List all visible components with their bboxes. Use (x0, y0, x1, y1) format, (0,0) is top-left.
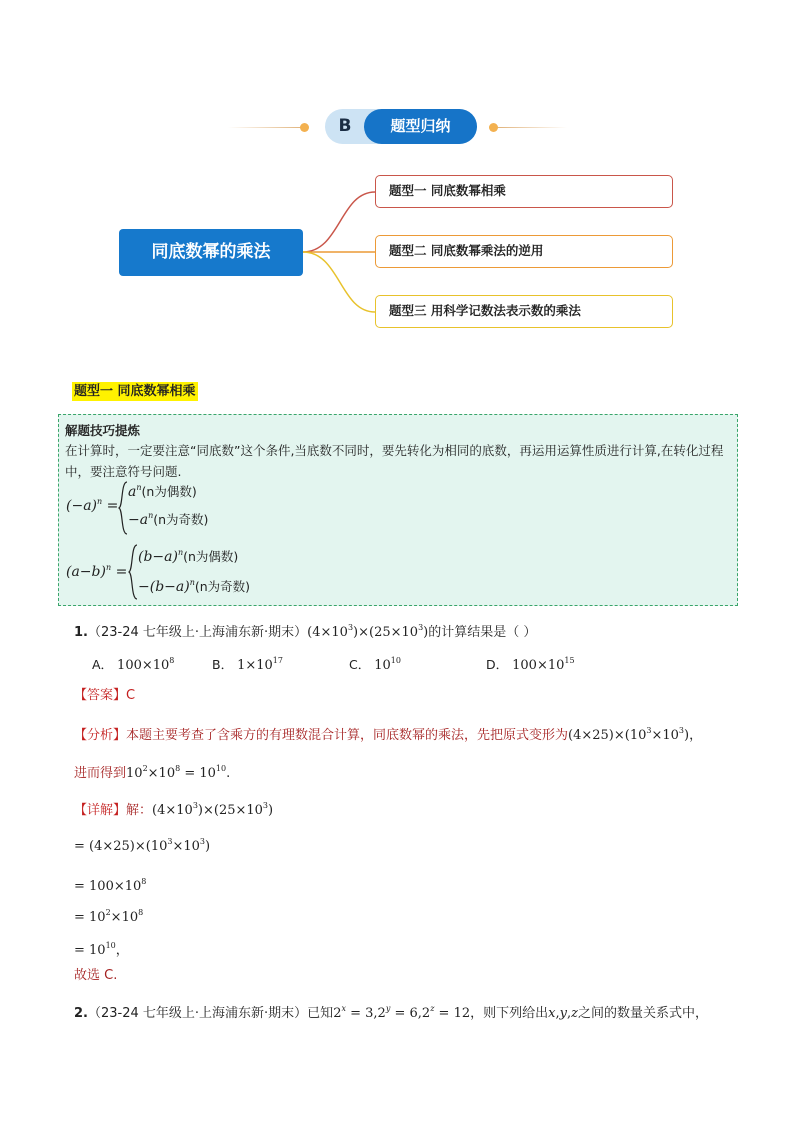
question-1-source: （23-24 七年级上·上海浦东新·期末） (87, 625, 308, 640)
question-2-vars: x,y,z (548, 1006, 578, 1021)
mindmap-branch-3: 题型三 用科学记数法表示数的乘法 (375, 295, 673, 328)
analysis-expr: $(4\times 25)\times(10^3\times 10^3)$ (568, 726, 690, 743)
header-title: 题型归纳 (364, 109, 477, 144)
step-1: = $(4\times 25)\times(10^3\times 10^3)$ (74, 837, 211, 854)
question-2 (74, 1000, 708, 1023)
connector-1 (303, 192, 375, 252)
connector-3 (303, 252, 375, 312)
step-3: = $10^2\times 10^8$ (74, 908, 144, 925)
option-a[interactable]: A． $100\times 10^8$ (92, 656, 175, 673)
option-b[interactable]: B． $1\times 10^{17}$ (212, 656, 283, 673)
answer-value: C (126, 688, 136, 703)
analysis-line: 【分析】本题主要考查了含乘方的有理数混合计算，同底数幂的乘法，先把原式变形为$(4\times 25)\times(10^3\times 10^3)$， (74, 726, 703, 743)
formula-2-brace (128, 543, 138, 601)
question-2-source: （23-24 七年级上·上海浦东新·期末） (87, 1006, 308, 1021)
detail-line (74, 797, 273, 820)
question-1-number: 1. (74, 625, 88, 640)
formula-1 (66, 480, 366, 536)
analysis-expr-2: $10^2\times 10^8 = 10^{10}$ (126, 764, 227, 781)
option-c[interactable]: C． $10^{10}$ (349, 656, 401, 673)
question-1 (74, 619, 536, 642)
mindmap-branch-2: 题型二 同底数幂乘法的逆用 (375, 235, 673, 268)
formula-2-lhs: $(a-b)^n$ = (66, 563, 128, 580)
tips-text: 在计算时，一定要注意“同底数”这个条件,当底数不同时，要先转化为相同的底数，再运用运算性质进行计算,在转化过程中，要注意符号问题. (65, 443, 724, 479)
mindmap-center: 同底数幂的乘法 (119, 229, 303, 276)
section-title: 题型一 同底数幂相乘 (74, 384, 196, 399)
analysis-text-2: 进而得到 (74, 766, 127, 781)
question-2-text-2: ，则下列给出 (470, 1006, 549, 1021)
question-2-text: 已知 (307, 1006, 334, 1021)
question-2-number: 2. (74, 1006, 88, 1021)
formula-2 (66, 543, 366, 601)
step-2: = $100\times 10^8$ (74, 877, 147, 894)
header-letter: B (338, 116, 352, 136)
detail-expr: $(4\times 10^3)\times(25\times 10^3)$ (152, 801, 274, 818)
question-1-expr: $(4\times 10^3)\times(25\times 10^3)$ (307, 623, 429, 640)
formula-1-lhs: $(-a)^n$ = (66, 497, 119, 514)
question-2-expr: $2^x = 3,2^y = 6,2^z = 12$ (333, 1004, 471, 1021)
formula-1-case1: $a^n(n$为偶数) (128, 483, 197, 500)
tips-title: 解题技巧提炼 (65, 423, 141, 438)
choose-line: 故选 C. (74, 968, 118, 983)
detail-prefix: 解： (126, 803, 153, 818)
analysis-tag: 【分析】 (74, 728, 127, 743)
question-2-text-3: 之间的数量关系式中， (577, 1006, 708, 1021)
mindmap-branch-1: 题型一 同底数幂相乘 (375, 175, 673, 208)
formula-1-brace (118, 480, 128, 536)
answer-line (74, 687, 135, 705)
formula-2-case1: $(b-a)^n(n$为偶数) (138, 548, 239, 565)
answer-tag: 【答案】 (74, 688, 127, 703)
formula-1-case2: $-a^n(n$为奇数) (128, 511, 209, 528)
question-1-tail: 的计算结果是（ ） (428, 625, 537, 640)
step-4: = $10^{10}$， (74, 941, 129, 958)
analysis-text: 本题主要考查了含乘方的有理数混合计算，同底数幂的乘法，先把原式变形为 (126, 728, 569, 743)
formula-2-case2: $-(b-a)^n(n$为奇数) (138, 578, 251, 595)
detail-tag: 【详解】 (74, 803, 127, 818)
analysis-line-2: 进而得到$10^2\times 10^8 = 10^{10}$. (74, 764, 231, 781)
option-d[interactable]: D． $100\times 10^{15}$ (486, 656, 575, 673)
